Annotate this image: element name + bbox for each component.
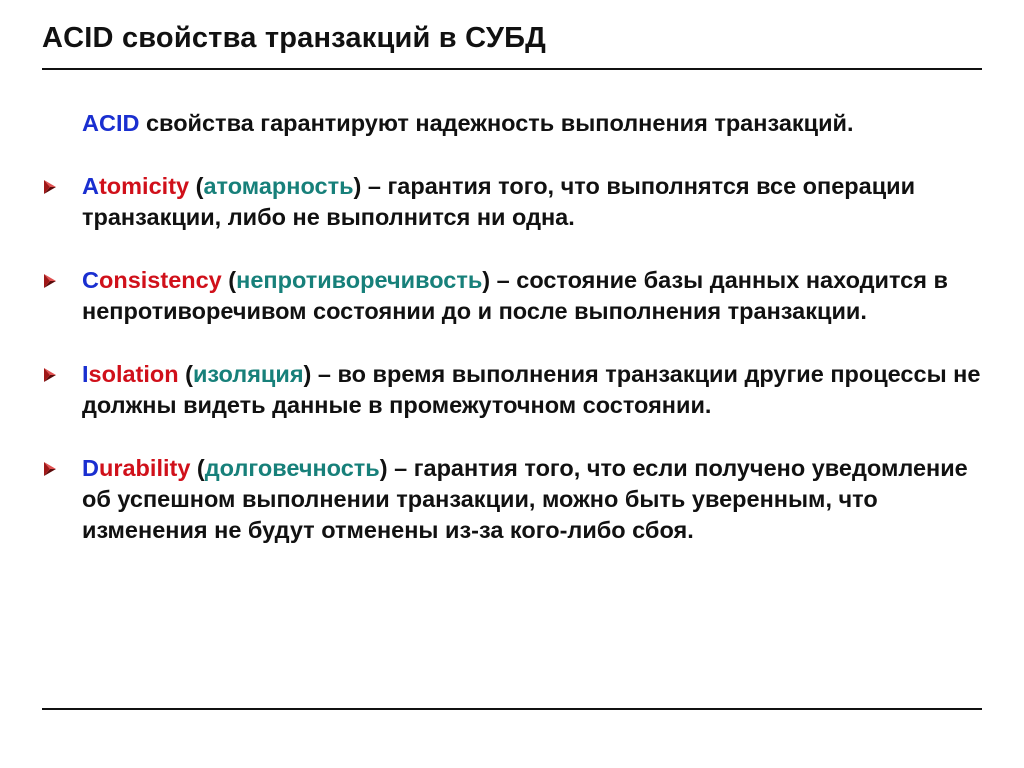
slide-content <box>82 108 987 578</box>
paren-close: ) <box>482 267 491 293</box>
list-item-atomicity <box>82 171 987 233</box>
term-description: – гарантия того, что выполнятся все операции транзакции, либо не выполнится ни одна. <box>82 173 916 230</box>
intro-text: свойства гарантируют надежность выполнения транзакций. <box>139 110 854 136</box>
term-rest: urability <box>98 455 191 481</box>
term-translation: атомарность <box>203 173 354 199</box>
list-item-isolation <box>82 359 987 421</box>
paren-open: ( <box>221 267 237 293</box>
term-letter: A <box>82 173 99 199</box>
term-letter: D <box>82 455 99 481</box>
term-description: – состояние базы данных находится в непротиворечивом состоянии до и после выполнения транзакции. <box>82 267 948 324</box>
bullet-arrow-icon <box>42 367 58 383</box>
intro-paragraph <box>82 108 987 139</box>
term-rest: tomicity <box>98 173 190 199</box>
paren-close: ) <box>379 455 388 481</box>
term-description: – гарантия того, что если получено уведомление об успешном выполнении транзакции, можно быть уверенным, что изменения не будут отменены из-за кого-либо сбоя. <box>82 455 968 543</box>
list-item-consistency <box>82 265 987 327</box>
intro-lead: ACID <box>82 110 140 136</box>
term-description: – во время выполнения транзакции другие процессы не должны видеть данные в промежуточном состоянии. <box>82 361 981 418</box>
title-divider <box>42 68 982 70</box>
term-rest: solation <box>88 361 179 387</box>
paren-close: ) <box>353 173 362 199</box>
term-translation: изоляция <box>192 361 304 387</box>
bullet-arrow-icon <box>42 273 58 289</box>
paren-close: ) <box>303 361 312 387</box>
term-letter: C <box>82 267 99 293</box>
paren-open: ( <box>178 361 193 387</box>
paren-open: ( <box>189 173 204 199</box>
paren-open: ( <box>190 455 205 481</box>
bullet-arrow-icon <box>42 179 58 195</box>
slide-title: ACID свойства транзакций в СУБД <box>42 22 546 54</box>
term-translation: непротиворечивость <box>236 267 483 293</box>
term-rest: onsistency <box>98 267 222 293</box>
list-item-durability <box>82 453 987 546</box>
term-letter: I <box>82 361 89 387</box>
term-translation: долговечность <box>204 455 380 481</box>
footer-divider <box>42 708 982 710</box>
bullet-arrow-icon <box>42 461 58 477</box>
